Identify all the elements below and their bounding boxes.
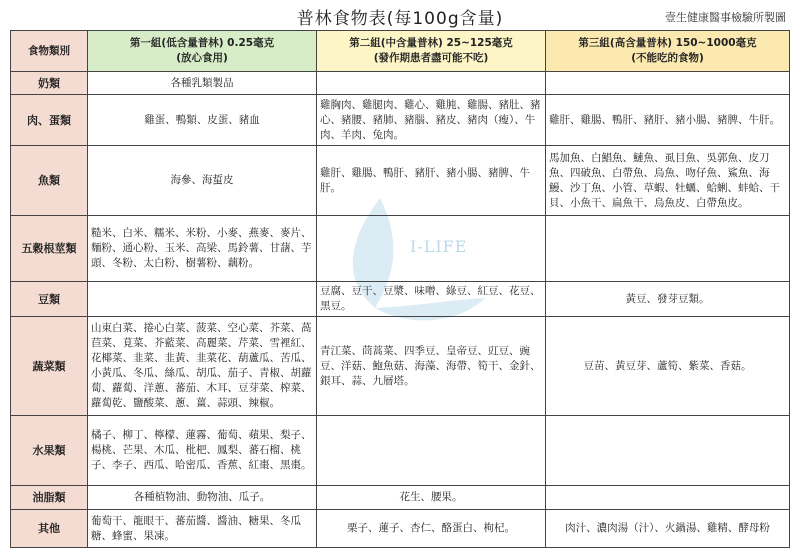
group2-cell — [317, 72, 546, 95]
group1-cell: 橘子、柳丁、檸檬、蓮霧、葡萄、蘋果、梨子、楊桃、芒果、木瓜、枇杷、鳳梨、蕃石榴、桃子、李子、西瓜、哈密瓜、香蕉、紅棗、黑棗。 — [88, 416, 317, 486]
group3-cell: 肉汁、濃肉湯（汁）、火鍋湯、雞精、酵母粉 — [546, 510, 790, 548]
watermark-text: I-LIFE — [410, 237, 468, 256]
header-group2 — [317, 31, 546, 72]
table-row — [11, 317, 790, 416]
group2-note: (發作期患者盡可能不吃) — [373, 52, 489, 64]
group1-cell: 各種植物油、動物油、瓜子。 — [88, 486, 317, 510]
category-cell: 魚類 — [11, 146, 88, 216]
purine-table — [10, 30, 790, 548]
table-row — [11, 416, 790, 486]
table-row — [11, 486, 790, 510]
credit-text: 壹生健康醫事檢驗所製圖 — [665, 11, 786, 24]
group2-cell: 豆腐、豆干、豆漿、味噌、綠豆、紅豆、花豆、黑豆。 — [317, 282, 546, 317]
header-group3 — [546, 31, 790, 72]
header-group1 — [88, 31, 317, 72]
category-cell: 油脂類 — [11, 486, 88, 510]
group3-cell — [546, 72, 790, 95]
group2-cell: 青江菜、茼蒿菜、四季豆、皇帝豆、豇豆、豌豆、洋菇、鮑魚菇、海藻、海帶、筍干、金針、銀耳、蒜、九層塔。 — [317, 317, 546, 416]
group2-cell: 栗子、蓮子、杏仁、酪蛋白、枸杞。 — [317, 510, 546, 548]
header-category: 食物類別 — [11, 31, 88, 72]
group1-cell — [88, 282, 317, 317]
group3-cell: 黃豆、發芽豆類。 — [546, 282, 790, 317]
group3-title: 第三組(高含量普林) 150~1000毫克 — [578, 37, 757, 49]
table-row — [11, 95, 790, 146]
table-row — [11, 72, 790, 95]
group2-cell — [317, 216, 546, 282]
group3-cell — [546, 416, 790, 486]
category-cell: 肉、蛋類 — [11, 95, 88, 146]
group3-cell: 馬加魚、白鯧魚、鰱魚、虱目魚、吳郭魚、皮刀魚、四破魚、白帶魚、烏魚、吻仔魚、鯊魚、海鰻、沙丁魚、小管、草蝦、牡蠣、蛤蜊、蚌蛤、干貝、小魚干、扁魚干、烏魚皮、白帶魚皮。 — [546, 146, 790, 216]
table-row — [11, 216, 790, 282]
table-row — [11, 282, 790, 317]
group2-title: 第二組(中含量普林) 25~125毫克 — [349, 37, 513, 49]
group3-note: (不能吃的食物) — [631, 52, 704, 64]
header-row — [11, 31, 790, 72]
category-cell: 奶類 — [11, 72, 88, 95]
table-row — [11, 510, 790, 548]
group1-cell: 海參、海蜇皮 — [88, 146, 317, 216]
category-cell: 五穀根莖類 — [11, 216, 88, 282]
group3-cell: 豆苗、黃豆芽、蘆筍、紫菜、香菇。 — [546, 317, 790, 416]
group1-cell: 葡萄干、龍眼干、蕃茄醬、醬油、糖果、冬瓜糖、蜂蜜、果凍。 — [88, 510, 317, 548]
group2-cell: 花生、腰果。 — [317, 486, 546, 510]
category-cell: 豆類 — [11, 282, 88, 317]
category-cell: 水果類 — [11, 416, 88, 486]
category-cell: 其他 — [11, 510, 88, 548]
group1-cell: 糙米、白米、糯米、米粉、小麥、燕麥、麥片、麵粉、通心粉、玉米、高梁、馬鈴薯、甘藷、芋頭、冬粉、太白粉、樹薯粉、藕粉。 — [88, 216, 317, 282]
group2-cell: 雞胸肉、雞腿肉、雞心、雞肫、雞腸、豬肚、豬心、豬腰、豬肺、豬腦、豬皮、豬肉（瘦）、牛肉、羊肉、兔肉。 — [317, 95, 546, 146]
page-title: 普林食物表(每100g含量) — [296, 9, 504, 29]
group1-title: 第一組(低含量普林) 0.25毫克 — [129, 37, 275, 49]
group3-cell: 雞肝、雞腸、鴨肝、豬肝、豬小腸、豬脾、牛肝。 — [546, 95, 790, 146]
category-cell: 蔬菜類 — [11, 317, 88, 416]
table-row — [11, 146, 790, 216]
group1-note: (放心食用) — [176, 52, 228, 64]
group3-cell — [546, 486, 790, 510]
group2-cell: 雞肝、雞腸、鴨肝、豬肝、豬小腸、豬脾、牛肝。 — [317, 146, 546, 216]
group3-cell — [546, 216, 790, 282]
group1-cell: 各種乳類製品 — [88, 72, 317, 95]
group1-cell: 山東白菜、捲心白菜、菠菜、空心菜、芥菜、萵苣菜、莧菜、芥藍菜、高麗菜、芹菜、雪裡紅、花椰菜、韭菜、韭黃、韭菜花、葫蘆瓜、苦瓜、小黃瓜、冬瓜、絲瓜、胡瓜、茄子、青椒、胡蘿蔔、蘿蔔、洋蔥、蕃茄、木耳、豆芽菜、榨菜、蘿蔔乾、鹽酸菜、蔥、薑、蒜頭、辣椒。 — [88, 317, 317, 416]
group1-cell: 雞蛋、鴨類、皮蛋、豬血 — [88, 95, 317, 146]
group2-cell — [317, 416, 546, 486]
